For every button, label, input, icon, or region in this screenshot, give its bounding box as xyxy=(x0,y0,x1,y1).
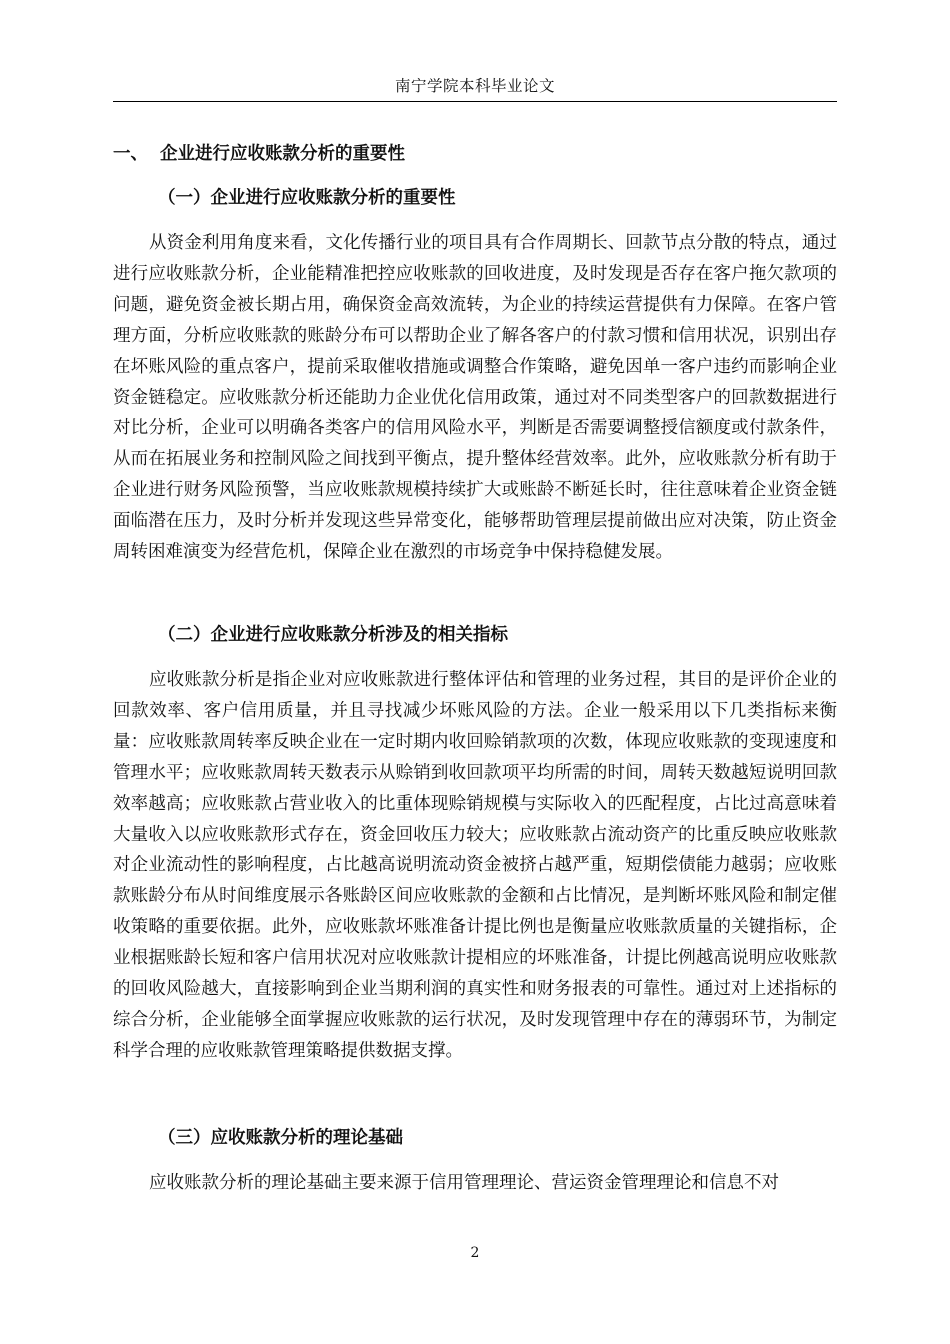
section-number: 一、 xyxy=(113,144,148,164)
page-header-title: 南宁学院本科毕业论文 xyxy=(394,77,555,95)
body-paragraph-3: 应收账款分析的理论基础主要来源于信用管理理论、营运资金管理理论和信息不对 xyxy=(149,1173,779,1193)
body-paragraph-1: 从资金利用角度来看，文化传播行业的项目具有合作周期长、回款节点分散的特点，通过进行应收账款分析，企业能精准把控应收账款的回收进度，及时发现是否存在客户拖欠款项的问题，避免资金被长期占用，确保资金高效流转，为企业的持续运营提供有力保障。在客户管理方面，分析应收账款的账龄分布可以帮助企业了解各客户的付款习惯和信用状况，识别出存在坏账风险的重点客户，提前采取催收措施或调整合作策略，避免因单一客户违约而影响企业资金链稳定。应收账款分析还能助力企业优化信用政策，通过对不同类型客户的回款数据进行对比分析，企业可以明确各类客户的信用风险水平，判断是否需要调整授信额度或付款条件，从而在拓展业务和控制风险之间找到平衡点，提升整体经营效率。此外，应收账款分析有助于企业进行财务风险预警，当应收账款规模持续扩大或账龄不断延长时，往往意味着企业资金链面临潜在压力，及时分析并发现这些异常变化，能够帮助管理层提前做出应对决策，防止资金周转困难演变为经营危机，保障企业在激烈的市场竞争中保持稳健发展。 xyxy=(113,233,837,563)
section-heading xyxy=(113,141,405,167)
subsection-heading-3: （三）应收账款分析的理论基础 xyxy=(158,1128,403,1148)
subsection-heading-2: （二）企业进行应收账款分析涉及的相关指标 xyxy=(158,625,508,645)
section-title: 企业进行应收账款分析的重要性 xyxy=(160,144,405,164)
page-number: 2 xyxy=(470,1245,480,1261)
body-paragraph-2: 应收账款分析是指企业对应收账款进行整体评估和管理的业务过程，其目的是评价企业的回款效率、客户信用质量，并且寻找减少坏账风险的方法。企业一般采用以下几类指标来衡量：应收账款周转率反映企业在一定时期内收回赊销款项的次数，体现应收账款的变现速度和管理水平；应收账款周转天数表示从赊销到收回款项平均所需的时间，周转天数越短说明回款效率越高；应收账款占营业收入的比重体现赊销规模与实际收入的匹配程度，占比过高意味着大量收入以应收账款形式存在，资金回收压力较大；应收账款占流动资产的比重反映应收账款对企业流动性的影响程度，占比越高说明流动资金被挤占越严重，短期偿债能力越弱；应收账款账龄分布从时间维度展示各账龄区间应收账款的金额和占比情况，是判断坏账风险和制定催收策略的重要依据。此外，应收账款坏账准备计提比例也是衡量应收账款质量的关键指标，企业根据账龄长短和客户信用状况对应收账款计提相应的坏账准备，计提比例越高说明应收账款的回收风险越大，直接影响到企业当期利润的真实性和财务报表的可靠性。通过对上述指标的综合分析，企业能够全面掌握应收账款的运行状况，及时发现管理中存在的薄弱环节，为制定科学合理的应收账款管理策略提供数据支撑。 xyxy=(113,670,837,1061)
header-divider xyxy=(113,101,837,102)
subsection-heading-1: （一）企业进行应收账款分析的重要性 xyxy=(158,188,456,208)
